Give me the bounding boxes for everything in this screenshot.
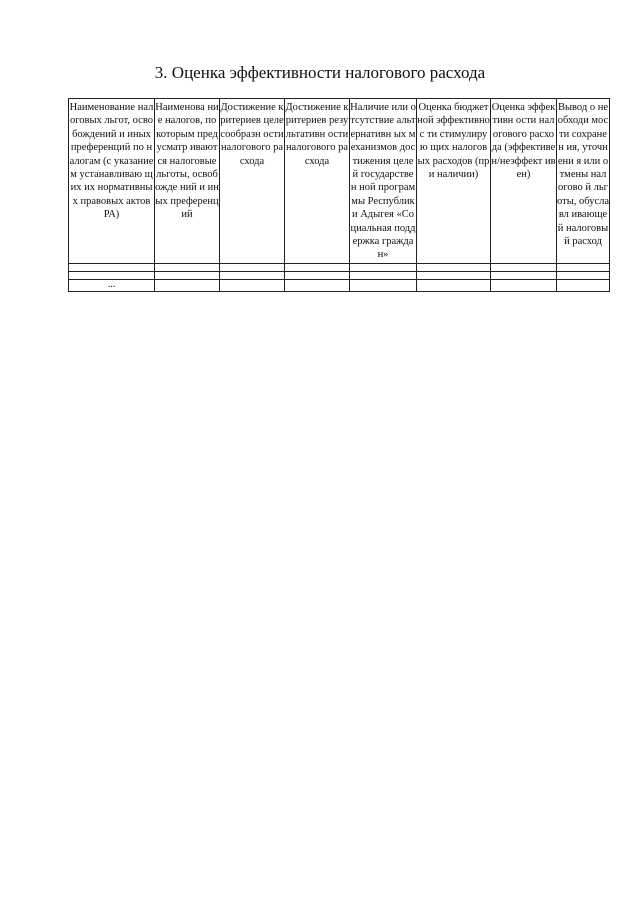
table-cell (557, 263, 610, 271)
table-cell (220, 271, 285, 279)
ellipsis-cell: ... (69, 279, 155, 291)
table-cell (417, 279, 491, 291)
table-cell (220, 263, 285, 271)
header-cell-tax-names: Наименова ние налогов, по которым предусматр иваются налоговые льготы, освобожде ний и иных преференц ий (155, 99, 220, 264)
table-cell (491, 271, 557, 279)
table-row-ellipsis (69, 279, 610, 291)
table-cell (155, 279, 220, 291)
table-row (69, 271, 610, 279)
header-cell-budget-efficiency: Оценка бюджетной эффективнос ти стимулирую щих налоговых расходов (при наличии) (417, 99, 491, 264)
tax-expenditure-table (68, 98, 610, 292)
table-cell (417, 263, 491, 271)
table-cell (155, 263, 220, 271)
table-cell (350, 271, 417, 279)
table-cell (220, 279, 285, 291)
table-cell (285, 263, 350, 271)
table-cell (491, 263, 557, 271)
header-row (69, 99, 610, 264)
header-cell-efficiency-assessment: Оценка эффективн ости налогового расхода (эффективе н/неэффект ивен) (491, 99, 557, 264)
table-cell (285, 279, 350, 291)
table-cell (491, 279, 557, 291)
table-cell (155, 271, 220, 279)
header-cell-tax-benefits: Наименование налоговых льгот, освобождений и иных преференций по налогам (с указанием устанавливаю щих их нормативных правовых актов РА) (69, 99, 155, 264)
table-cell (69, 263, 155, 271)
table-row (69, 263, 610, 271)
header-cell-alternative-mechanisms: Наличие или отсутствие альтернативн ых механизмов достижения целей государствен ной программы Республики Адыгея «Социальная поддержка граждан» (350, 99, 417, 264)
table-cell (350, 263, 417, 271)
header-cell-conclusion: Вывод о необходи мости сохранен ия, уточнени я или отмены налогово й льготы, обуславл ивающей налоговы й расход (557, 99, 610, 264)
header-cell-effectiveness-criteria: Достижение критериев результативн ости налогового расхода (285, 99, 350, 264)
page-title: 3. Оценка эффективности налогового расхода (154, 63, 486, 82)
table-cell (285, 271, 350, 279)
table-cell (350, 279, 417, 291)
table-cell (417, 271, 491, 279)
table-cell (557, 279, 610, 291)
header-cell-expediency-criteria: Достижение критериев целесообразн ости налогового расхода (220, 99, 285, 264)
table-cell (557, 271, 610, 279)
